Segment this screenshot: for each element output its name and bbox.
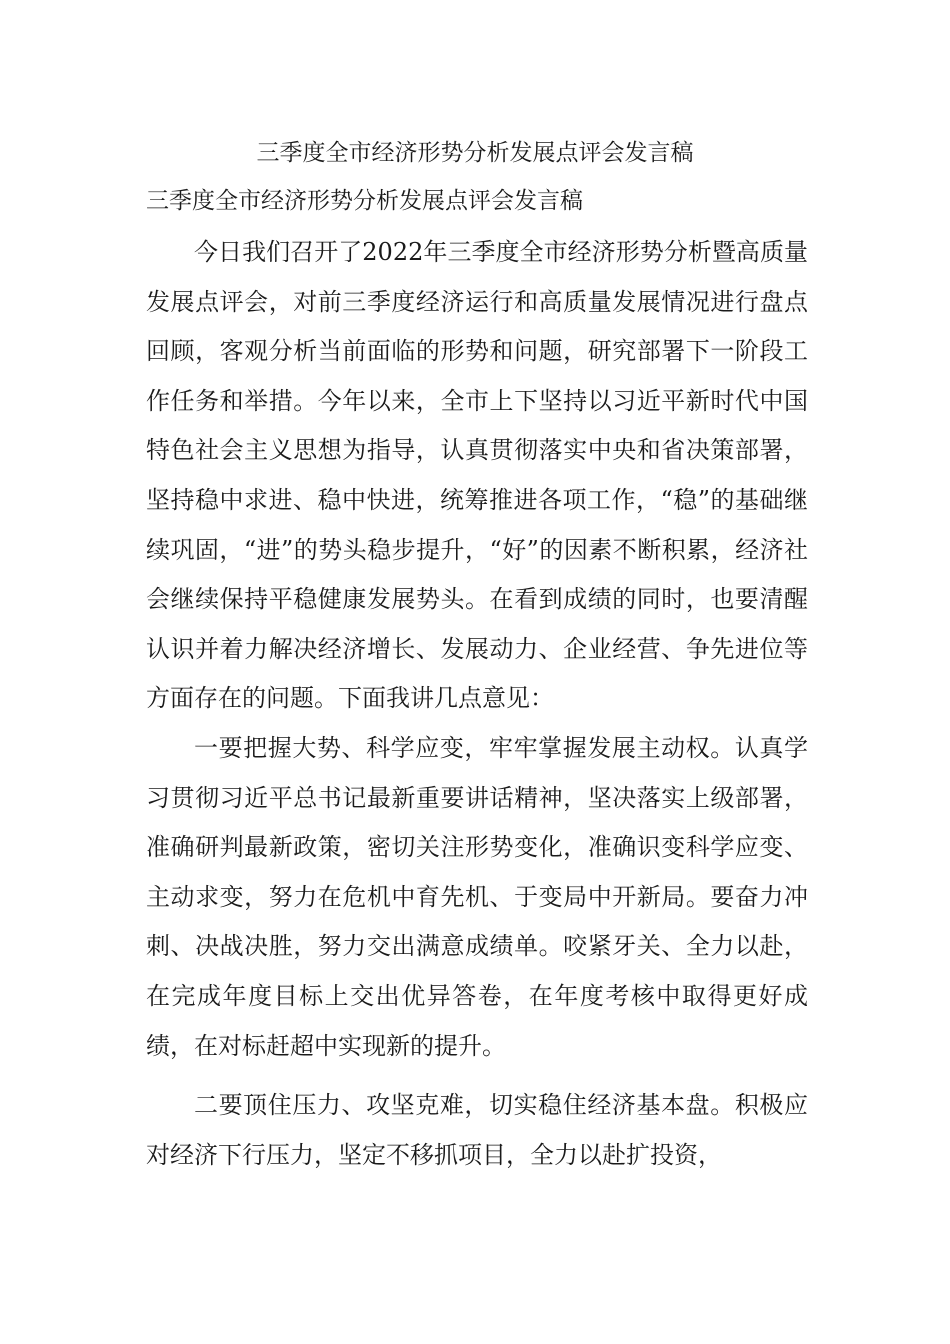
document-title: 三季度全市经济形势分析发展点评会发言稿	[256, 140, 694, 166]
paragraph-point-two: 二要顶住压力、攻坚克难，切实稳住经济基本盘。积极应对经济下行压力，坚定不移抓项目，全力以赴扩投资，	[146, 1091, 808, 1169]
paragraph-point-one: 一要把握大势、科学应变，牢牢掌握发展主动权。认真学习贯彻习近平总书记最新重要讲话精神，坚决落实上级部署，准确研判最新政策，密切关注形势变化，准确识变科学应变、主动求变，努力在危机中育先机、于变局中开新局。要奋力冲刺、决战决胜，努力交出满意成绩单。咬紧牙关、全力以赴，在完成年度目标上交出优异答卷，在年度考核中取得更好成绩，在对标赶超中实现新的提升。	[146, 733, 808, 1060]
paragraph-intro: 今日我们召开了2022年三季度全市经济形势分析暨高质量发展点评会，对前三季度经济运行和高质量发展情况进行盘点回顾，客观分析当前面临的形势和问题，研究部署下一阶段工作任务和举措。今年以来，全市上下坚持以习近平新时代中国特色社会主义思想为指导，认真贯彻落实中央和省决策部署，坚持稳中求进、稳中快进，统筹推进各项工作，“稳”的基础继续巩固，“进”的势头稳步提升，“好”的因素不断积累，经济社会继续保持平稳健康发展势头。在看到成绩的同时，也要清醒认识并着力解决经济增长、发展动力、企业经营、争先进位等方面存在的问题。下面我讲几点意见：	[146, 238, 808, 713]
document-subtitle: 三季度全市经济形势分析发展点评会发言稿	[146, 188, 583, 214]
document-body	[146, 228, 808, 1180]
